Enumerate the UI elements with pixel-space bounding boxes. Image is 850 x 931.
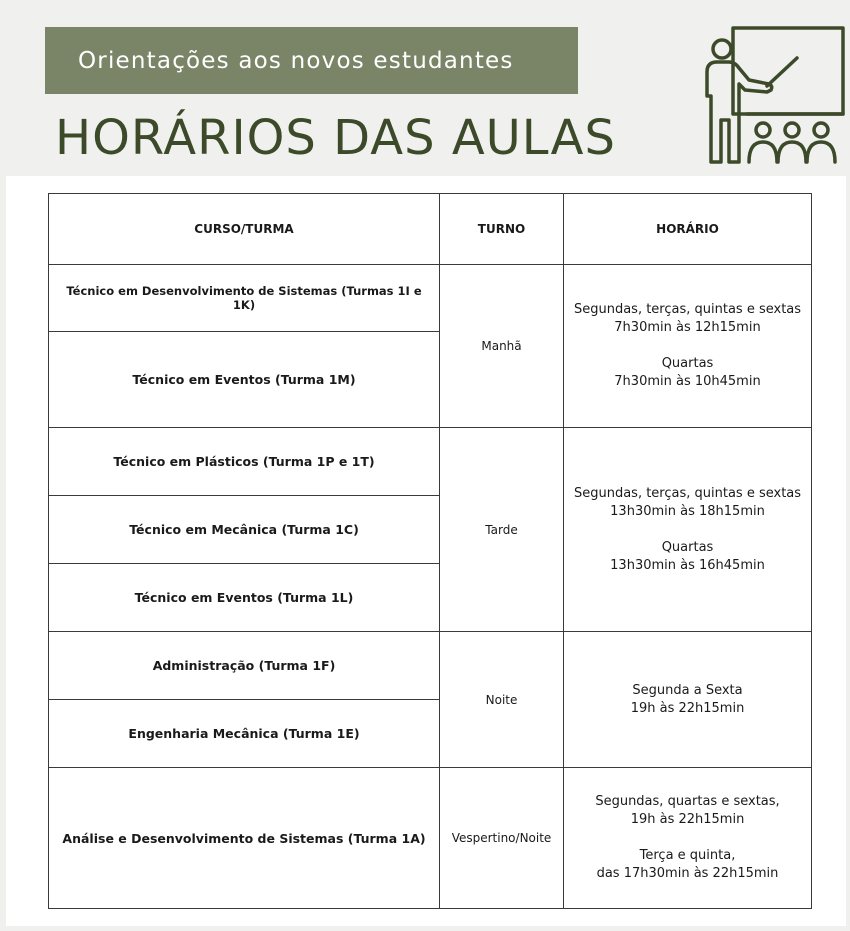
- course-cell: Técnico em Eventos (Turma 1L): [49, 564, 440, 632]
- turno-cell: Manhã: [440, 265, 564, 428]
- schedule-table: [48, 193, 812, 909]
- horario-line: Segundas, terças, quintas e sextas: [573, 302, 802, 317]
- horario-cell: [564, 632, 812, 768]
- horario-line: Segunda a Sexta: [632, 682, 743, 698]
- course-cell: Técnico em Plásticos (Turma 1P e 1T): [49, 428, 440, 496]
- teacher-classroom-icon: [697, 24, 847, 166]
- course-cell: Análise e Desenvolvimento de Sistemas (Turma 1A): [49, 768, 440, 909]
- header-turno: TURNO: [440, 194, 564, 265]
- table-row: [49, 768, 812, 909]
- horario-line: Quartas: [661, 356, 714, 371]
- horario-line: Terça e quinta,: [639, 848, 736, 863]
- table-header-row: [49, 194, 812, 265]
- horario-line: Segundas, terças, quintas e sextas: [573, 485, 802, 501]
- horario-cell: [564, 265, 812, 428]
- horario-line: 13h30min às 18h15min: [610, 503, 765, 519]
- horario-cell: [564, 768, 812, 909]
- horario-line: 7h30min às 10h45min: [614, 374, 761, 389]
- turno-cell: Noite: [440, 632, 564, 768]
- header-curso: CURSO/TURMA: [49, 194, 440, 265]
- horario-line: 19h às 22h15min: [630, 812, 745, 827]
- horario-line: Quartas: [661, 539, 714, 555]
- course-cell: Administração (Turma 1F): [49, 632, 440, 700]
- table-row: [49, 428, 812, 496]
- subtitle-text: Orientações aos novos estudantes: [78, 47, 514, 74]
- horario-line: 7h30min às 12h15min: [614, 320, 761, 335]
- horario-line: 19h às 22h15min: [630, 700, 745, 716]
- course-cell: Técnico em Desenvolvimento de Sistemas (Turmas 1I e 1K): [49, 265, 440, 332]
- horario-line: 13h30min às 16h45min: [610, 557, 765, 573]
- table-row: [49, 632, 812, 700]
- subtitle-banner: [45, 27, 578, 94]
- course-cell: Técnico em Mecânica (Turma 1C): [49, 496, 440, 564]
- horario-line: Segundas, quartas e sextas,: [595, 794, 780, 809]
- course-cell: Engenharia Mecânica (Turma 1E): [49, 700, 440, 768]
- header-horario: HORÁRIO: [564, 194, 812, 265]
- horario-line: das 17h30min às 22h15min: [596, 866, 779, 881]
- table-row: [49, 265, 812, 332]
- course-cell: Técnico em Eventos (Turma 1M): [49, 332, 440, 428]
- horario-cell: [564, 428, 812, 632]
- page-title: HORÁRIOS DAS AULAS: [55, 110, 616, 166]
- turno-cell: Tarde: [440, 428, 564, 632]
- turno-cell: Vespertino/Noite: [440, 768, 564, 909]
